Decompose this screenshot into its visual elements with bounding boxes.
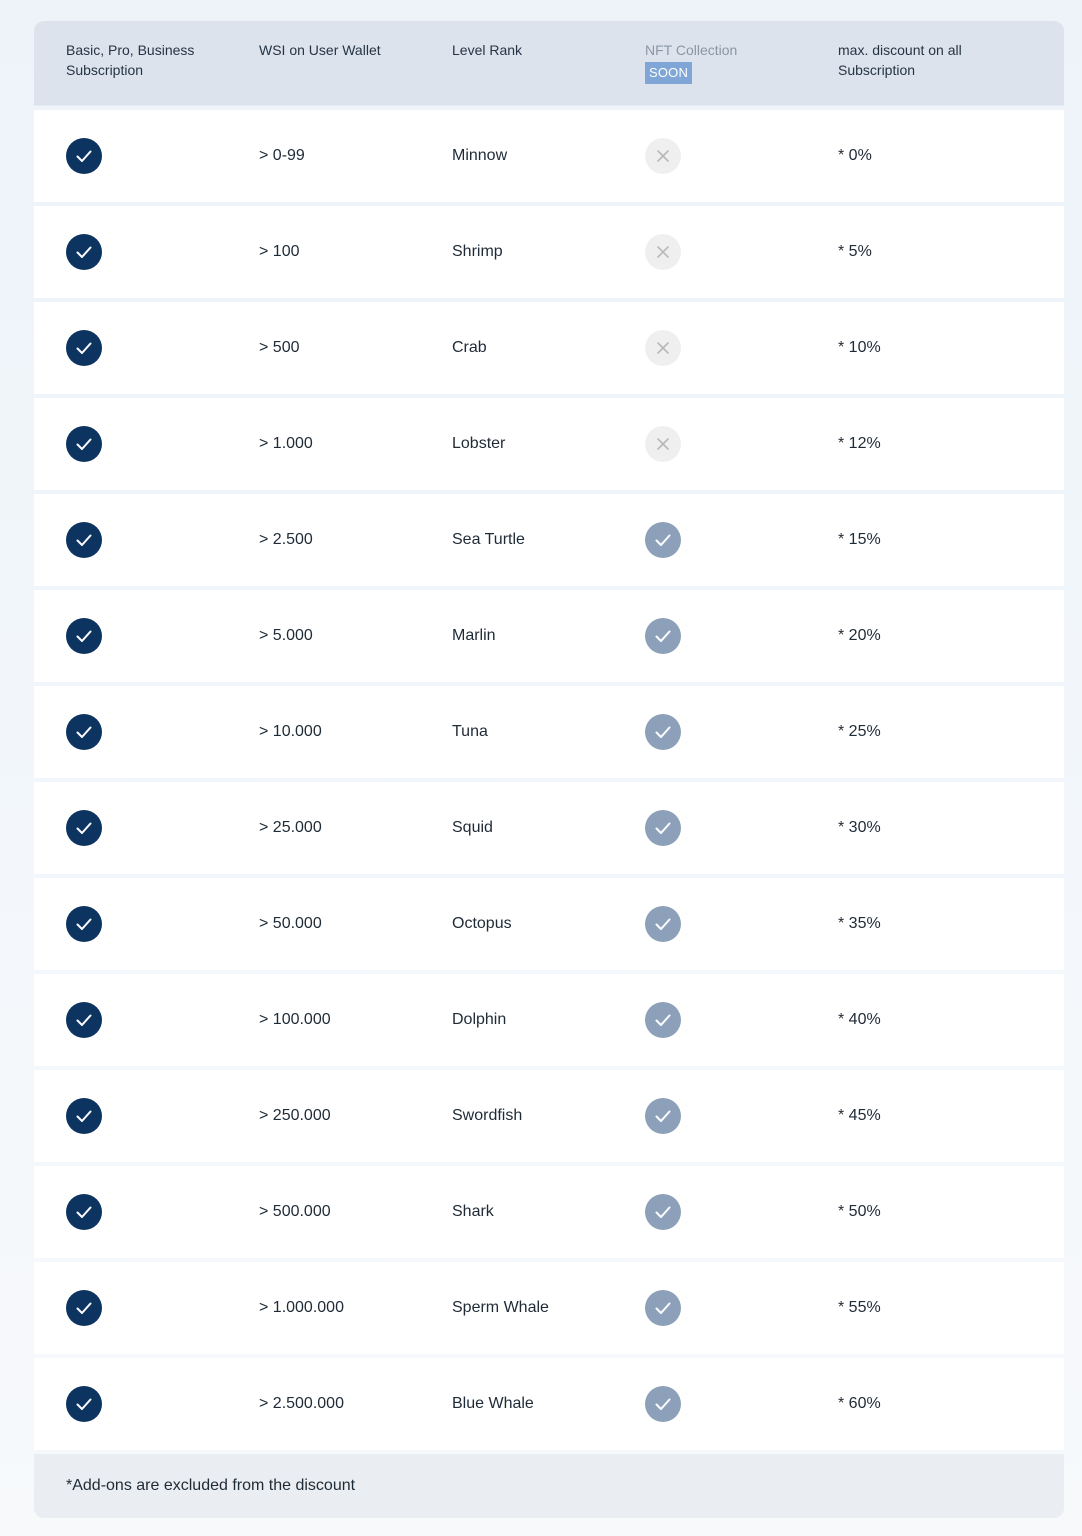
discount-table [34,21,1064,1494]
nft-cell [645,974,825,1066]
subscription-cell [66,1070,246,1162]
nft-cell [645,1166,825,1258]
level-rank: Sea Turtle [452,531,525,548]
subscription-cell [66,398,246,490]
wsi-amount: > 500.000 [259,1203,331,1220]
wsi-amount: > 25.000 [259,819,322,836]
subscription-cell [66,302,246,394]
check-icon [66,1194,102,1230]
subscription-cell [66,1166,246,1258]
table-row [34,1166,1064,1258]
max-discount: * 15% [838,531,881,548]
header-level-rank: Level Rank [452,42,523,58]
table-row [34,206,1064,298]
table-row [34,590,1064,682]
level-rank: Dolphin [452,1011,507,1028]
check-icon [66,714,102,750]
check-icon [66,1002,102,1038]
nft-cell [645,878,825,970]
wsi-amount: > 2.500 [259,531,313,548]
wsi-amount: > 250.000 [259,1107,331,1124]
max-discount: * 20% [838,627,881,644]
nft-cell [645,1358,825,1450]
nft-cell [645,398,825,490]
wsi-amount: > 10.000 [259,723,322,740]
nft-cell [645,302,825,394]
level-rank: Shark [452,1203,494,1220]
table-row [34,1262,1064,1354]
table-row [34,974,1064,1066]
max-discount: * 5% [838,243,872,260]
subscription-cell [66,1262,246,1354]
check-icon [66,618,102,654]
max-discount: * 40% [838,1011,881,1028]
table-row [34,110,1064,202]
max-discount: * 0% [838,147,872,164]
wsi-amount: > 100 [259,243,300,260]
table-row [34,782,1064,874]
subscription-cell [66,590,246,682]
table-row [34,686,1064,778]
header-nft-label: NFT Collection [645,42,738,58]
check-icon [66,234,102,270]
table-footer [34,1454,1064,1518]
header-nft-collection [645,21,825,124]
check-icon [66,1386,102,1422]
nft-cell [645,494,825,586]
cross-icon [645,426,681,462]
level-rank: Crab [452,339,487,356]
wsi-amount: > 100.000 [259,1011,331,1028]
wsi-amount: > 2.500.000 [259,1395,344,1412]
check-icon [66,1098,102,1134]
level-rank: Swordfish [452,1107,523,1124]
check-icon [66,330,102,366]
check-icon [645,1002,681,1038]
nft-cell [645,590,825,682]
max-discount: * 45% [838,1107,881,1124]
check-icon [645,522,681,558]
check-icon [645,714,681,750]
max-discount: * 35% [838,915,881,932]
wsi-amount: > 1.000 [259,435,313,452]
check-icon [66,810,102,846]
wsi-amount: > 5.000 [259,627,313,644]
header-wsi-wallet: WSI on User Wallet [259,42,381,58]
check-icon [645,1194,681,1230]
subscription-cell [66,110,246,202]
check-icon [66,426,102,462]
footer-note: *Add-ons are excluded from the discount [66,1477,356,1494]
max-discount: * 30% [838,819,881,836]
check-icon [645,618,681,654]
check-icon [66,138,102,174]
table-row [34,494,1064,586]
wsi-amount: > 50.000 [259,915,322,932]
subscription-cell [66,782,246,874]
header-max-discount: max. discount on all Subscription [838,42,962,78]
check-icon [66,906,102,942]
cross-icon [645,234,681,270]
header-subscription: Basic, Pro, Business Subscription [66,42,195,78]
level-rank: Tuna [452,723,488,740]
check-icon [645,906,681,942]
cross-icon [645,330,681,366]
max-discount: * 12% [838,435,881,452]
level-rank: Blue Whale [452,1395,534,1412]
table-row [34,1070,1064,1162]
max-discount: * 55% [838,1299,881,1316]
check-icon [645,1290,681,1326]
check-icon [645,1386,681,1422]
table-row [34,398,1064,490]
level-rank: Shrimp [452,243,503,260]
subscription-cell [66,206,246,298]
wsi-amount: > 1.000.000 [259,1299,344,1316]
level-rank: Octopus [452,915,512,932]
subscription-cell [66,974,246,1066]
subscription-cell [66,686,246,778]
wsi-amount: > 0-99 [259,147,305,164]
nft-cell [645,1262,825,1354]
table-row [34,878,1064,970]
nft-cell [645,782,825,874]
table-row [34,302,1064,394]
cross-icon [645,138,681,174]
table-header [34,21,1064,105]
table-row [34,1358,1064,1450]
max-discount: * 60% [838,1395,881,1412]
nft-cell [645,686,825,778]
soon-badge: SOON [645,62,692,84]
check-icon [645,1098,681,1134]
max-discount: * 25% [838,723,881,740]
max-discount: * 10% [838,339,881,356]
nft-cell [645,1070,825,1162]
subscription-cell [66,494,246,586]
check-icon [66,522,102,558]
nft-cell [645,110,825,202]
wsi-amount: > 500 [259,339,300,356]
level-rank: Marlin [452,627,496,644]
check-icon [645,810,681,846]
subscription-cell [66,1358,246,1450]
nft-cell [645,206,825,298]
subscription-cell [66,878,246,970]
level-rank: Minnow [452,147,508,164]
level-rank: Lobster [452,435,506,452]
level-rank: Sperm Whale [452,1299,549,1316]
level-rank: Squid [452,819,493,836]
check-icon [66,1290,102,1326]
max-discount: * 50% [838,1203,881,1220]
